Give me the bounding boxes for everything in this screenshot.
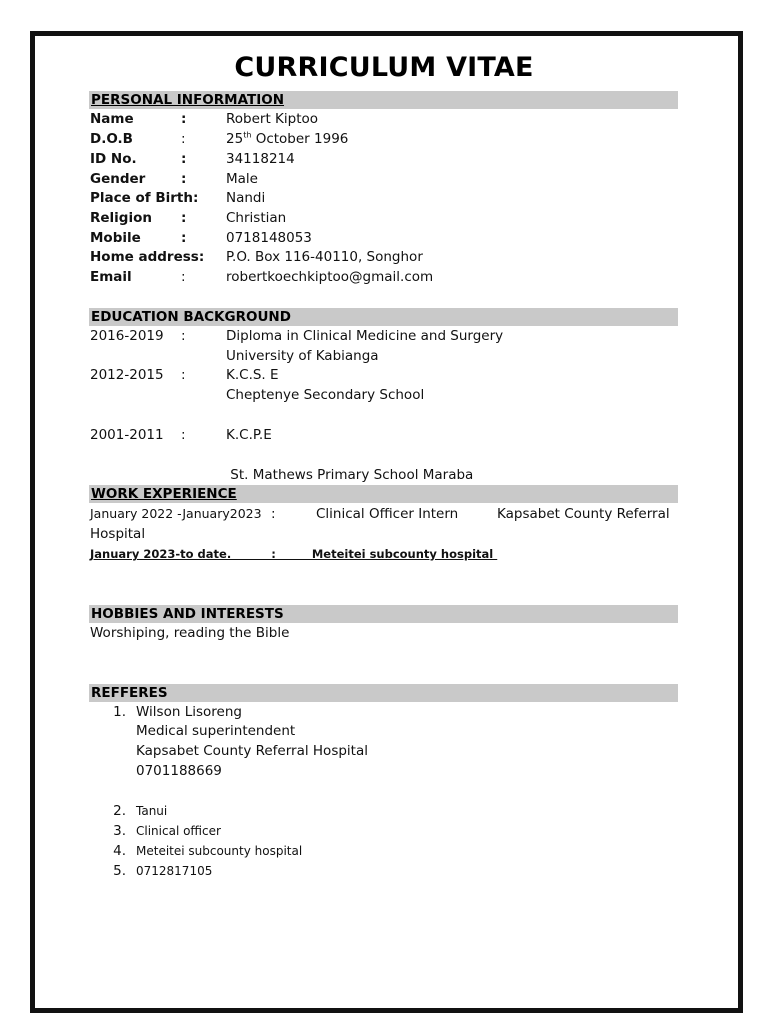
info-value: Robert Kiptoo: [226, 111, 319, 127]
info-colon: :: [181, 269, 186, 285]
referee-number: 1.: [113, 704, 126, 720]
work-colon: :: [271, 506, 276, 522]
dob-day: 25: [226, 131, 244, 147]
info-label: Religion: [90, 210, 152, 226]
education-years: 2012-2015: [90, 367, 164, 383]
education-years: 2016-2019: [90, 328, 164, 344]
info-value: 34118214: [226, 151, 295, 167]
referee-phone: 0701188669: [136, 763, 222, 779]
section-heading: PERSONAL INFORMATION: [91, 92, 285, 108]
education-years: 2001-2011: [90, 427, 164, 443]
info-label: Email: [90, 269, 132, 285]
info-label: ID No.: [90, 151, 137, 167]
info-value: robertkoechkiptoo@gmail.com: [226, 269, 434, 285]
document-title: CURRICULUM VITAE: [234, 52, 534, 83]
info-label: Place of Birth:: [90, 190, 199, 206]
section-heading: REFFERES: [91, 685, 168, 701]
info-value: Nandi: [226, 190, 266, 206]
info-label: Home address:: [90, 249, 205, 265]
info-value: Male: [226, 171, 258, 187]
education-institution: Cheptenye Secondary School: [226, 387, 425, 403]
section-work-experience: [89, 485, 678, 503]
info-label: Name: [90, 111, 134, 127]
referee-title: Medical superintendent: [136, 723, 296, 739]
info-label: D.O.B: [90, 131, 133, 147]
work-role: Clinical Officer Intern: [316, 506, 459, 522]
referee-number: 5.: [113, 863, 126, 879]
info-colon: :: [181, 151, 187, 167]
section-heading: WORK EXPERIENCE: [91, 486, 237, 502]
referee-name: Wilson Lisoreng: [136, 704, 242, 720]
referee-number: 4.: [113, 843, 126, 859]
education-institution: University of Kabianga: [226, 348, 379, 364]
work-place: Kapsabet County Referral: [497, 506, 670, 522]
referee-item: 0712817105: [136, 864, 213, 878]
referee-workplace: Kapsabet County Referral Hospital: [136, 743, 368, 759]
education-institution: St. Mathews Primary School Maraba: [226, 467, 474, 483]
dob-rest: October 1996: [251, 131, 349, 147]
education-colon: :: [181, 427, 186, 443]
education-entry-institution: [90, 445, 474, 483]
education-qualification: Diploma in Clinical Medicine and Surgery: [226, 328, 504, 344]
education-qualification: K.C.P.E: [226, 427, 272, 443]
work-place-continued: Hospital: [90, 526, 146, 542]
work-current-position: January 2023-to date. : Meteitei subcounty hospital: [90, 547, 498, 561]
info-label: Gender: [90, 171, 146, 187]
education-colon: :: [181, 367, 186, 383]
section-heading: HOBBIES AND INTERESTS: [91, 606, 284, 622]
referee-item: Clinical officer: [136, 824, 221, 838]
referee-number: 3.: [113, 823, 126, 839]
referee-number: 2.: [113, 803, 126, 819]
info-value: P.O. Box 116-40110, Songhor: [226, 249, 423, 265]
info-colon: :: [181, 171, 187, 187]
info-label: Mobile: [90, 230, 141, 246]
section-education-background: [89, 308, 678, 326]
referee-item: Meteitei subcounty hospital: [136, 844, 303, 858]
dob-suffix: th: [243, 130, 252, 140]
hobbies-text: Worshiping, reading the Bible: [90, 625, 290, 641]
referee-item: Tanui: [136, 804, 168, 818]
info-value: Christian: [226, 210, 287, 226]
education-qualification: K.C.S. E: [226, 367, 279, 383]
work-dates: January 2022 -January2023: [90, 506, 262, 521]
section-heading: EDUCATION BACKGROUND: [91, 309, 291, 325]
info-value: 0718148053: [226, 230, 312, 246]
info-colon: :: [181, 111, 187, 127]
info-colon: :: [181, 210, 187, 226]
info-colon: :: [181, 131, 186, 147]
section-hobbies: [89, 605, 678, 623]
info-value: [226, 129, 348, 149]
info-colon: :: [181, 230, 187, 246]
section-referees: [89, 684, 678, 702]
education-colon: :: [181, 328, 186, 344]
section-personal-information: [89, 91, 678, 109]
